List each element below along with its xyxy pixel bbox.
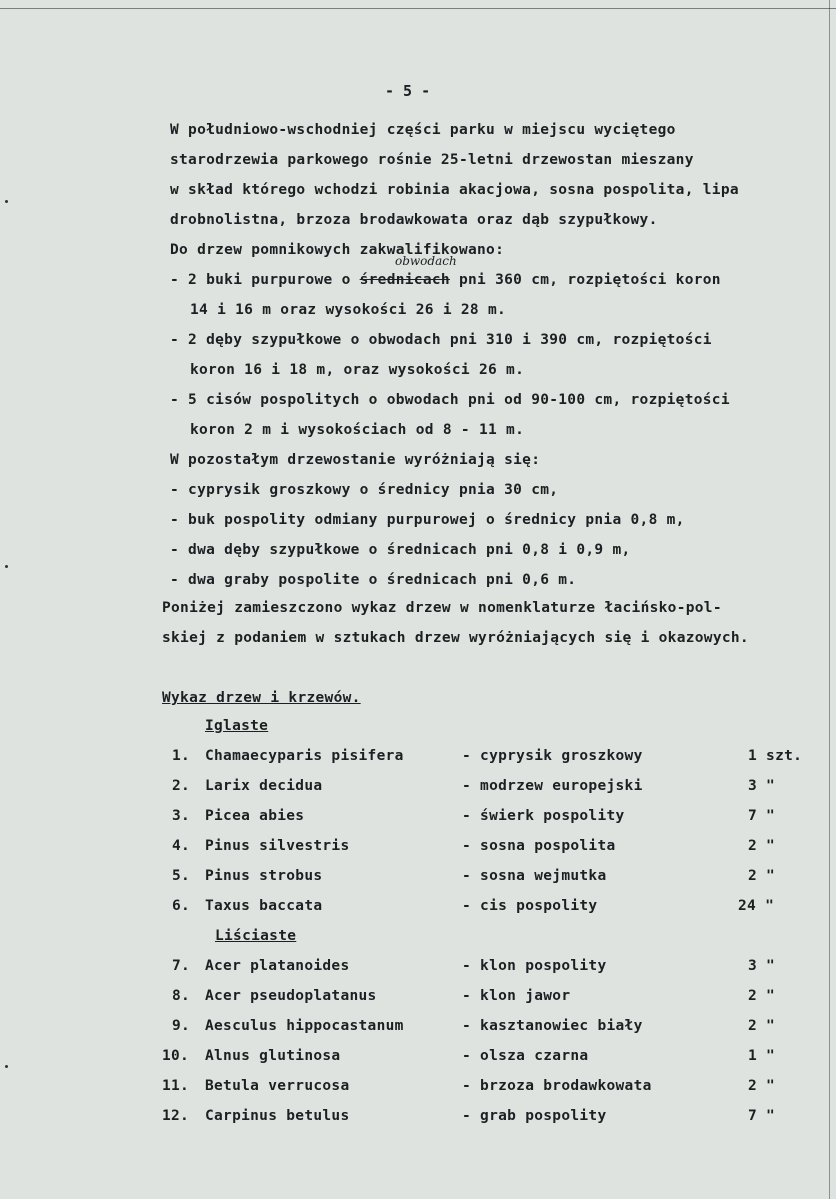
latin-name: Aesculus hippocastanum (205, 1018, 404, 1034)
tree-count: 2 " (748, 1078, 776, 1094)
paragraph-line: W południowo-wschodniej części parku w miejscu wyciętego (170, 122, 676, 138)
polish-name: - cis pospolity (462, 898, 598, 914)
row-number: 7. (172, 958, 191, 974)
latin-name: Acer pseudoplatanus (205, 988, 377, 1004)
latin-name: Pinus strobus (205, 868, 323, 884)
row-number: 6. (172, 898, 191, 914)
remaining-item: - buk pospolity odmiany purpurowej o średnicy pnia 0,8 m, (170, 512, 685, 528)
row-number: 9. (172, 1018, 191, 1034)
row-number: 1. (172, 748, 191, 764)
tree-count: 1 " (748, 1048, 776, 1064)
row-number: 10. (162, 1048, 190, 1064)
polish-name: - cyprysik groszkowy (462, 748, 643, 764)
latin-name: Betula verrucosa (205, 1078, 350, 1094)
tree-count: 2 " (748, 988, 776, 1004)
closing-line: skiej z podaniem w sztukach drzew wyróżniających się i okazowych. (162, 630, 749, 646)
punch-mark (5, 200, 8, 203)
latin-name: Carpinus betulus (205, 1108, 350, 1124)
tree-count: 2 " (748, 868, 776, 884)
remaining-item: - dwa dęby szypułkowe o średnicach pni 0,8 i 0,9 m, (170, 542, 631, 558)
monuments-intro: Do drzew pomnikowych zakwalifikowano: (170, 242, 505, 258)
row-number: 3. (172, 808, 191, 824)
polish-name: - brzoza brodawkowata (462, 1078, 652, 1094)
polish-name: - klon jawor (462, 988, 571, 1004)
section-heading-lisciaste: Liściaste (215, 928, 297, 944)
row-number: 12. (162, 1108, 190, 1124)
latin-name: Larix decidua (205, 778, 323, 794)
tree-count: 3 " (748, 958, 776, 974)
remaining-item: - cyprysik groszkowy o średnicy pnia 30 cm, (170, 482, 559, 498)
scan-edge-right (829, 0, 830, 1199)
tree-count: 7 " (748, 808, 776, 824)
monument-item-line: - 2 dęby szypułkowe o obwodach pni 310 i 390 cm, rozpiętości (170, 332, 712, 348)
polish-name: - modrzew europejski (462, 778, 643, 794)
polish-name: - grab pospolity (462, 1108, 607, 1124)
polish-name: - sosna pospolita (462, 838, 616, 854)
paragraph-line: starodrzewia parkowego rośnie 25-letni drzewostan mieszany (170, 152, 694, 168)
section-heading-iglaste: Iglaste (205, 718, 269, 734)
monument-item-line: - 2 buki purpurowe o średnicach pni 360 cm, rozpiętości koron (170, 272, 721, 288)
tree-count: 3 " (748, 778, 776, 794)
monument-item-line: 14 i 16 m oraz wysokości 26 i 28 m. (190, 302, 507, 318)
latin-name: Acer platanoides (205, 958, 350, 974)
latin-name: Pinus silvestris (205, 838, 350, 854)
page-number: - 5 - (385, 82, 431, 100)
row-number: 4. (172, 838, 191, 854)
struck-word: średnicach (359, 272, 450, 288)
polish-name: - kasztanowiec biały (462, 1018, 643, 1034)
tree-count: 7 " (748, 1108, 776, 1124)
scan-edge-top (0, 8, 836, 9)
handwritten-correction: obwodach (395, 254, 457, 268)
row-number: 8. (172, 988, 191, 1004)
tree-count: 1 szt. (748, 748, 803, 764)
tree-count: 2 " (748, 1018, 776, 1034)
paragraph-line: drobnolistna, brzoza brodawkowata oraz dąb szypułkowy. (170, 212, 658, 228)
latin-name: Alnus glutinosa (205, 1048, 341, 1064)
monument-item-line: - 5 cisów pospolitych o obwodach pni od 90-100 cm, rozpiętości (170, 392, 730, 408)
remaining-intro: W pozostałym drzewostanie wyróżniają się: (170, 452, 541, 468)
latin-name: Taxus baccata (205, 898, 323, 914)
list-title: Wykaz drzew i krzewów. (162, 690, 361, 706)
monument-item-line: koron 16 i 18 m, oraz wysokości 26 m. (190, 362, 525, 378)
latin-name: Picea abies (205, 808, 305, 824)
tree-count: 24 " (738, 898, 775, 914)
polish-name: - sosna wejmutka (462, 868, 607, 884)
monument-item-line: koron 2 m i wysokościach od 8 - 11 m. (190, 422, 525, 438)
tree-count: 2 " (748, 838, 776, 854)
polish-name: - olsza czarna (462, 1048, 589, 1064)
latin-name: Chamaecyparis pisifera (205, 748, 404, 764)
paragraph-line: w skład którego wchodzi robinia akacjowa, sosna pospolita, lipa (170, 182, 739, 198)
closing-line: Poniżej zamieszczono wykaz drzew w nomenklaturze łacińsko-pol- (162, 600, 722, 616)
row-number: 11. (162, 1078, 190, 1094)
row-number: 2. (172, 778, 191, 794)
polish-name: - świerk pospolity (462, 808, 625, 824)
remaining-item: - dwa graby pospolite o średnicach pni 0,6 m. (170, 572, 577, 588)
punch-mark (5, 1065, 8, 1068)
punch-mark (5, 565, 8, 568)
polish-name: - klon pospolity (462, 958, 607, 974)
row-number: 5. (172, 868, 191, 884)
